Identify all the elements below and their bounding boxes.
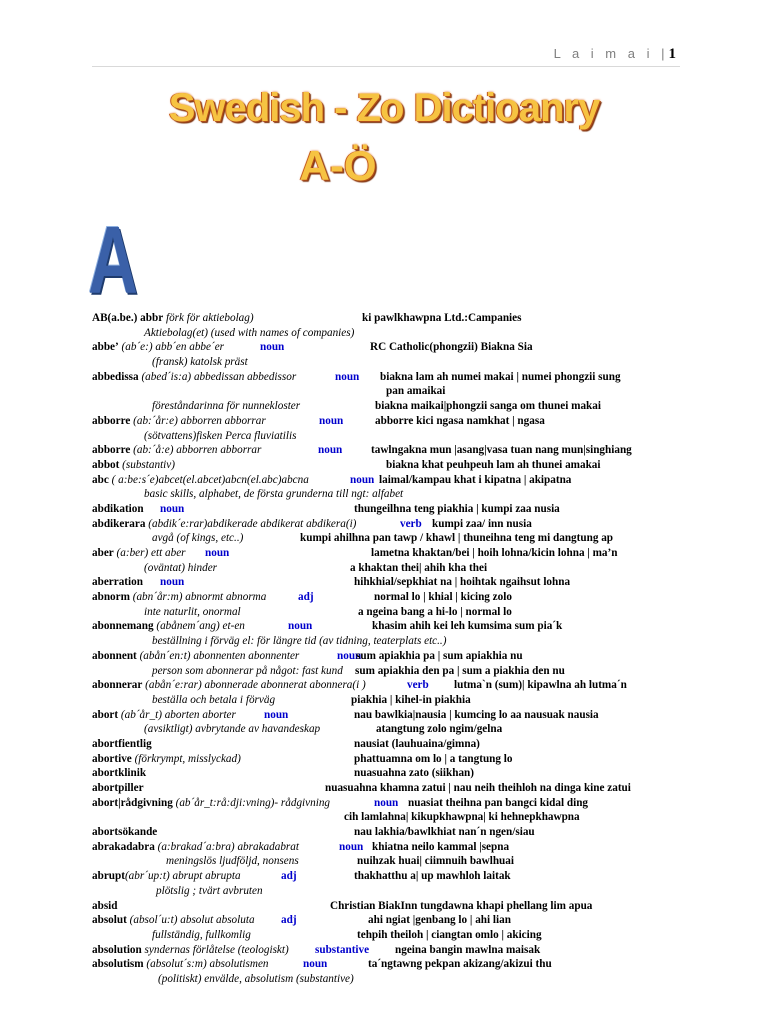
entry-grammar: (politiskt) envälde, absolutism (substantive) bbox=[158, 972, 354, 985]
page-number: 1 bbox=[668, 46, 676, 62]
entry-grammar: (abånem´ang) et-en bbox=[153, 620, 245, 633]
entry-row bbox=[92, 752, 682, 767]
entry-lead bbox=[92, 708, 236, 723]
entry-grammar: (fransk) katolsk präst bbox=[152, 356, 248, 369]
entry-headword: abonnerar bbox=[92, 679, 143, 692]
entry-translation: nuasiat theihna pan bangci kidal ding bbox=[408, 796, 589, 809]
entry-row bbox=[92, 605, 682, 620]
entry-grammar: (ab:´å:e) abborren abborrar bbox=[130, 444, 262, 457]
entry-part-of-speech: noun bbox=[260, 341, 285, 354]
entry-row bbox=[92, 311, 682, 326]
header-rule bbox=[92, 66, 680, 67]
entry-row bbox=[92, 678, 682, 693]
entry-grammar: (ab´e:) abb´en abbe´er bbox=[118, 341, 225, 354]
entry-translation: sum apiakhia den pa | sum a piakhia den nu bbox=[355, 664, 565, 677]
entry-translation: piakhia | kihel-in piakhia bbox=[351, 693, 471, 706]
entry-translation: ta´ngtawng pekpan akizang/akizui thu bbox=[368, 958, 552, 971]
entry-headword: abonnent bbox=[92, 649, 137, 662]
entry-row bbox=[92, 928, 682, 943]
entry-grammar: person som abonnerar på något: fast kund bbox=[152, 664, 343, 677]
entry-grammar: (avsiktligt) avbrytande av havandeskap bbox=[144, 723, 321, 736]
entry-translation: abborre kici ngasa namkhat | ngasa bbox=[375, 414, 545, 427]
entry-row bbox=[92, 943, 682, 958]
entry-row bbox=[92, 693, 682, 708]
entry-grammar: (förkrympt, misslyckad) bbox=[131, 752, 241, 765]
entry-grammar: inte naturlit, onormal bbox=[144, 605, 241, 618]
entry-headword: absolutism bbox=[92, 958, 144, 971]
entry-row bbox=[92, 766, 682, 781]
entry-grammar: (absolut´s:m) absolutismen bbox=[143, 958, 269, 971]
entry-part-of-speech: noun bbox=[337, 649, 362, 662]
entry-translation: ngeina bangin mawlna maisak bbox=[395, 943, 541, 956]
entry-lead bbox=[156, 884, 263, 899]
dictionary-entries bbox=[92, 311, 682, 987]
entry-grammar: föreståndarinna för nunnekloster bbox=[152, 400, 301, 413]
entry-lead bbox=[152, 664, 343, 679]
entry-translation: nuasuahna zato (siikhan) bbox=[354, 767, 474, 780]
entry-row bbox=[92, 972, 682, 987]
entry-grammar: (a:ber) ett aber bbox=[113, 547, 186, 559]
entry-row bbox=[92, 957, 682, 972]
entry-row bbox=[92, 326, 682, 341]
entry-translation: sum apiakhia pa | sum apiakhia nu bbox=[356, 649, 523, 662]
entry-headword: abborre bbox=[92, 444, 131, 457]
entry-headword: abnorm bbox=[92, 591, 130, 604]
entry-headword: AB(a.be.) abbr bbox=[92, 312, 164, 324]
entry-lead bbox=[144, 429, 296, 444]
entry-translation: biakna khat peuhpeuh lam ah thunei amakai bbox=[386, 458, 601, 471]
entry-grammar: plötslig ; tvärt avbruten bbox=[156, 884, 263, 897]
entry-grammar: ( a:be:s´e)abcet(el.abcet)abcn(el.abc)abcna bbox=[108, 473, 309, 486]
entry-grammar: avgå (of kings, etc..) bbox=[152, 532, 244, 545]
entry-row bbox=[92, 517, 682, 532]
entry-headword: abrupt bbox=[92, 870, 125, 883]
entry-translation: tawlngakna mun |asang|vasa tuan nang mun|singhiang bbox=[371, 444, 632, 457]
entry-headword: aber bbox=[92, 547, 114, 559]
entry-grammar: förk för aktiebolag) bbox=[163, 312, 254, 324]
entry-translation: nausiat (lauhuaina/gimna) bbox=[354, 737, 480, 750]
entry-row bbox=[92, 810, 682, 825]
entry-lead bbox=[152, 531, 243, 546]
entry-row bbox=[92, 414, 682, 429]
entry-row bbox=[92, 722, 682, 737]
entry-lead bbox=[92, 766, 146, 781]
entry-lead bbox=[144, 326, 354, 341]
entry-part-of-speech: noun bbox=[350, 473, 375, 486]
title-line-2: A-Ö bbox=[299, 142, 377, 189]
entry-row bbox=[92, 355, 682, 370]
entry-translation: ki pawlkhawpna Ltd.:Campanies bbox=[362, 312, 522, 324]
entry-translation: tehpih theiloh | ciangtan omlo | akicing bbox=[357, 928, 542, 941]
entry-row bbox=[92, 796, 682, 811]
entry-lead bbox=[92, 840, 299, 855]
entry-part-of-speech: substantive bbox=[315, 943, 370, 956]
entry-row bbox=[92, 487, 682, 502]
entry-headword: abortpiller bbox=[92, 782, 144, 794]
entry-translation: nau bawlkia|nausia | kumcing lo aa nausuak nausia bbox=[354, 708, 599, 721]
entry-lead bbox=[92, 546, 186, 561]
entry-headword: abborre bbox=[92, 414, 131, 427]
entry-translation: a khaktan thei| ahih kha thei bbox=[350, 561, 488, 574]
entry-translation: phattuamna om lo | a tangtung lo bbox=[354, 752, 513, 765]
entry-translation: thakhatthu a| up mawhloh laitak bbox=[354, 870, 511, 883]
entry-part-of-speech: noun bbox=[303, 958, 328, 971]
entry-row bbox=[92, 502, 682, 517]
entry-headword: abrakadabra bbox=[92, 840, 155, 853]
entry-row bbox=[92, 443, 682, 458]
entry-part-of-speech: noun bbox=[160, 576, 185, 589]
entry-headword: abc bbox=[92, 473, 109, 486]
entry-lead bbox=[92, 443, 261, 458]
entry-part-of-speech: noun bbox=[374, 796, 399, 809]
entry-grammar: beställa och betala i förväg bbox=[152, 693, 276, 706]
entry-translation: biakna lam ah numei makai | numei phongzii sung bbox=[380, 370, 621, 383]
entry-grammar: (abed´is:a) abbedissan abbedissor bbox=[138, 370, 297, 383]
entry-row bbox=[92, 884, 682, 899]
entry-lead bbox=[152, 693, 275, 708]
entry-part-of-speech: noun bbox=[205, 547, 230, 559]
entry-row bbox=[92, 340, 682, 355]
entry-translation: a ngeina bang a hi-lo | normal lo bbox=[358, 605, 512, 618]
entry-translation: khiatna neilo kammal |sepna bbox=[372, 840, 510, 853]
entry-lead bbox=[92, 899, 118, 914]
entry-grammar: (abån´en:t) abonnenten abonnenter bbox=[136, 649, 300, 662]
entry-grammar: Aktiebolag(et) (used with names of companies) bbox=[144, 326, 355, 339]
entry-lead bbox=[92, 752, 241, 767]
entry-translation: kumpi ahilhna pan tawp / khawl | thuneihna teng mi dangtung ap bbox=[300, 532, 614, 545]
entry-grammar: (abr´up:t) abrupt abrupta bbox=[124, 870, 241, 883]
entry-row bbox=[92, 590, 682, 605]
entry-translation: nuasuahna khamna zatui | nau neih theihloh na dinga kine zatui bbox=[325, 782, 631, 794]
entry-translation: thungeilhna teng piakhia | kumpi zaa nusia bbox=[354, 502, 560, 515]
entry-grammar: (ab:´år:e) abborren abborrar bbox=[130, 414, 266, 427]
entry-lead bbox=[92, 957, 269, 972]
entry-lead bbox=[92, 825, 157, 840]
entry-row bbox=[92, 619, 682, 634]
entry-part-of-speech: verb bbox=[400, 517, 422, 530]
entry-grammar: meningslös ljudföljd, nonsens bbox=[166, 855, 299, 868]
entry-row bbox=[92, 664, 682, 679]
entry-lead bbox=[92, 473, 309, 488]
entry-grammar: (substantiv) bbox=[119, 458, 175, 471]
entry-lead bbox=[92, 869, 241, 884]
entry-translation: Christian BiakInn tungdawna khapi phellang lim apua bbox=[330, 899, 593, 912]
entry-headword: abort bbox=[92, 708, 119, 721]
entry-grammar: beställning i förväg el: för längre tid (av tidning, teaterplats etc..) bbox=[152, 635, 447, 648]
entry-lead bbox=[92, 590, 266, 605]
entry-lead bbox=[92, 619, 245, 634]
entry-grammar: (oväntat) hinder bbox=[144, 561, 218, 574]
entry-lead bbox=[92, 575, 143, 590]
entry-part-of-speech: noun bbox=[288, 620, 313, 633]
entry-grammar: (abån´e:rar) abonnerade abonnerat abonnera(i ) bbox=[142, 679, 366, 692]
entry-headword: absolution bbox=[92, 943, 142, 956]
entry-grammar: (a:brakad´a:bra) abrakadabrat bbox=[154, 840, 299, 853]
entry-headword: abdikation bbox=[92, 502, 144, 515]
entry-headword: absid bbox=[92, 899, 118, 912]
entry-translation: nau lakhia/bawlkhiat nan´n ngen/siau bbox=[354, 826, 535, 839]
entry-part-of-speech: noun bbox=[339, 840, 364, 853]
entry-lead bbox=[92, 678, 366, 693]
entry-row bbox=[92, 708, 682, 723]
entry-row bbox=[92, 737, 682, 752]
entry-lead bbox=[92, 340, 224, 355]
entry-grammar: syndernas förlåtelse (teologiskt) bbox=[141, 943, 289, 956]
entry-headword: abortive bbox=[92, 752, 132, 765]
entry-translation: atangtung zolo ngim/gelna bbox=[376, 723, 503, 736]
entry-lead bbox=[152, 355, 248, 370]
entry-row bbox=[92, 634, 682, 649]
entry-headword: abortklinik bbox=[92, 767, 147, 780]
entry-part-of-speech: noun bbox=[335, 370, 360, 383]
entry-translation: lametna khaktan/bei | hoih lohna/kicin lohna | ma’n bbox=[371, 547, 618, 559]
entry-grammar: basic skills, alphabet, de första grunderna till ngt: alfabet bbox=[144, 488, 404, 501]
header-separator: | bbox=[661, 46, 669, 61]
entry-translation: nuihzak huai| ciimnuih bawlhuai bbox=[357, 855, 514, 868]
entry-lead bbox=[152, 928, 251, 943]
entry-lead bbox=[152, 399, 300, 414]
entry-grammar: fullständig, fullkomlig bbox=[152, 928, 251, 941]
entry-part-of-speech: noun bbox=[264, 708, 289, 721]
entry-translation: RC Catholic(phongzii) Biakna Sia bbox=[370, 341, 533, 354]
entry-translation: hihkhial/sepkhiat na | hoihtak ngaihsut lohna bbox=[354, 576, 571, 589]
entry-lead bbox=[92, 737, 152, 752]
entry-lead bbox=[144, 487, 403, 502]
entry-lead bbox=[92, 458, 175, 473]
entry-translation: kumpi zaa/ inn nusia bbox=[432, 517, 532, 530]
entry-row bbox=[92, 899, 682, 914]
entry-grammar: (sötvattens)fisken Perca fluviatilis bbox=[144, 429, 297, 442]
entry-translation: khasim ahih kei leh kumsima sum pia´k bbox=[372, 620, 563, 633]
entry-lead bbox=[92, 311, 254, 326]
entry-translation: lutma`n (sum)| kipawlna ah lutma´n bbox=[454, 679, 627, 692]
entry-headword: abort|rådgivning bbox=[92, 796, 173, 809]
entry-lead bbox=[166, 854, 299, 869]
entry-row bbox=[92, 473, 682, 488]
entry-headword: absolut bbox=[92, 914, 127, 927]
entry-translation: laimal/kampau khat i kipatna | akipatna bbox=[379, 473, 572, 486]
entry-part-of-speech: noun bbox=[319, 414, 344, 427]
entry-lead bbox=[92, 796, 330, 811]
entry-row bbox=[92, 840, 682, 855]
entry-row bbox=[92, 869, 682, 884]
entry-lead bbox=[92, 502, 144, 517]
entry-grammar: (absol´u:t) absolut absoluta bbox=[126, 914, 255, 927]
entry-part-of-speech: noun bbox=[160, 502, 185, 515]
entry-grammar: (ab´år_t:rå:dji:vning)- rådgivning bbox=[172, 796, 331, 809]
entry-lead bbox=[144, 722, 320, 737]
entry-row bbox=[92, 649, 682, 664]
entry-row bbox=[92, 546, 682, 561]
entry-translation: normal lo | khial | kicing zolo bbox=[374, 591, 512, 604]
entry-headword: abbe’ bbox=[92, 341, 119, 354]
entry-translation: pan amaikai bbox=[386, 385, 446, 398]
entry-row bbox=[92, 531, 682, 546]
entry-lead bbox=[92, 370, 296, 385]
entry-part-of-speech: adj bbox=[298, 591, 314, 604]
entry-lead bbox=[158, 972, 354, 987]
entry-grammar: (abdik´e:rar)abdikerade abdikerat abdikera(i) bbox=[145, 517, 357, 530]
entry-part-of-speech: noun bbox=[318, 444, 343, 457]
entry-headword: abortfientlig bbox=[92, 737, 152, 750]
entry-headword: abbedissa bbox=[92, 370, 139, 383]
entry-row bbox=[92, 781, 682, 796]
entry-row bbox=[92, 913, 682, 928]
entry-row bbox=[92, 458, 682, 473]
entry-lead bbox=[92, 913, 255, 928]
entry-part-of-speech: adj bbox=[281, 914, 297, 927]
entry-translation: cih lamlahna| kikupkhawpna| ki hehnepkhawpna bbox=[344, 811, 580, 824]
entry-headword: abbot bbox=[92, 458, 120, 471]
entry-row bbox=[92, 561, 682, 576]
entry-lead bbox=[144, 561, 217, 576]
entry-lead bbox=[92, 649, 299, 664]
entry-grammar: (abn´år:m) abnormt abnorma bbox=[129, 591, 267, 604]
entry-lead bbox=[92, 781, 144, 796]
page-header bbox=[554, 46, 676, 63]
entry-headword: aberration bbox=[92, 576, 143, 589]
entry-row bbox=[92, 370, 682, 385]
entry-row bbox=[92, 575, 682, 590]
entry-grammar: (ab´år_t) aborten aborter bbox=[118, 708, 236, 721]
entry-lead bbox=[152, 634, 446, 649]
title-line-1: Swedish - Zo Dictioanry bbox=[168, 86, 600, 130]
section-letter: A bbox=[88, 207, 138, 314]
entry-row bbox=[92, 429, 682, 444]
entry-row bbox=[92, 399, 682, 414]
entry-headword: abdikerara bbox=[92, 517, 146, 530]
entry-part-of-speech: verb bbox=[407, 679, 429, 692]
entry-lead bbox=[92, 943, 289, 958]
entry-lead bbox=[92, 517, 356, 532]
entry-part-of-speech: adj bbox=[281, 870, 297, 883]
entry-translation: biakna maikai|phongzii sanga om thunei makai bbox=[375, 400, 601, 413]
entry-row bbox=[92, 854, 682, 869]
header-author: L a i m a i bbox=[553, 46, 654, 61]
entry-row bbox=[92, 384, 682, 399]
entry-headword: abonnemang bbox=[92, 620, 154, 633]
entry-translation: ahi ngiat |genbang lo | ahi lian bbox=[368, 914, 511, 927]
entry-row bbox=[92, 825, 682, 840]
entry-lead bbox=[144, 605, 241, 620]
entry-headword: abortsökande bbox=[92, 826, 158, 839]
entry-lead bbox=[92, 414, 266, 429]
